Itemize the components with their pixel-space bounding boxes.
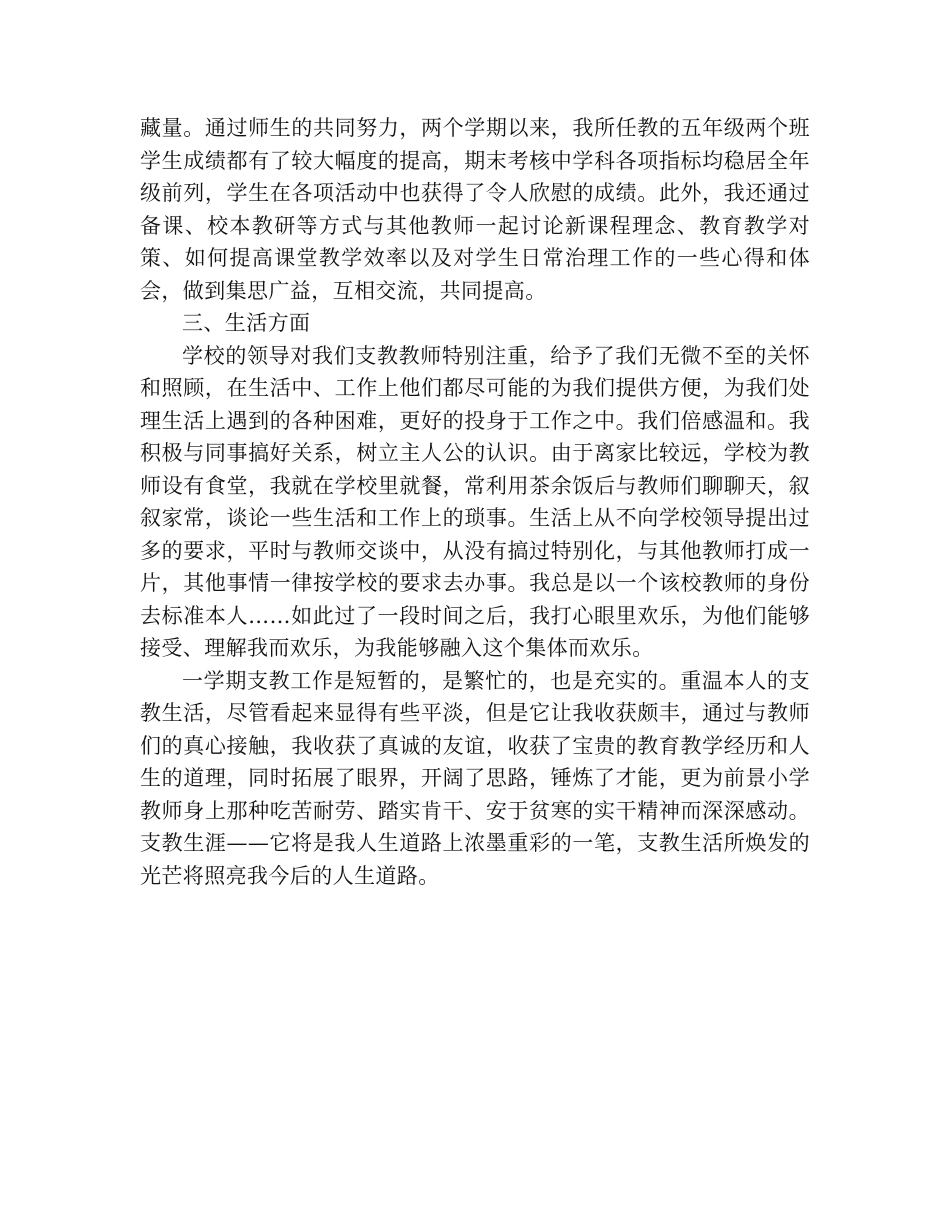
section-heading-life: 三、生活方面 [182, 311, 311, 335]
document-body [140, 112, 810, 892]
paragraph-continuation: 藏量。通过师生的共同努力，两个学期以来，我所任教的五年级两个班学生成绩都有了较大幅度的提高，期末考核中学科各项指标均稳居全年级前列，学生在各项活动中也获得了令人欣慰的成绩。此外，我还通过备课、校本教研等方式与其他教师一起讨论新课程理念、教育教学对策、如何提高课堂教学效率以及对学生日常治理工作的一些心得和体会，做到集思广益，互相交流，共同提高。 [140, 116, 810, 303]
paragraph-conclusion: 一学期支教工作是短暂的，是繁忙的，也是充实的。重温本人的支教生活，尽管看起来显得有些平淡，但是它让我收获颇丰，通过与教师们的真心接触，我收获了真诚的友谊，收获了宝贵的教育教学经历和人生的道理，同时拓展了眼界，开阔了思路，锤炼了才能，更为前景小学教师身上那种吃苦耐劳、踏实肯干、安于贫寒的实干精神而深深感动。支教生涯——它将是我人生道路上浓墨重彩的一笔，支教生活所焕发的光芒将照亮我今后的人生道路。 [140, 668, 810, 888]
paragraph-life: 学校的领导对我们支教教师特别注重，给予了我们无微不至的关怀和照顾，在生活中、工作上他们都尽可能的为我们提供方便，为我们处理生活上遇到的各种困难，更好的投身于工作之中。我们倍感温和。我积极与同事搞好关系，树立主人公的认识。由于离家比较远，学校为教师设有食堂，我就在学校里就餐，常利用茶余饭后与教师们聊聊天，叙叙家常，谈论一些生活和工作上的琐事。生活上从不向学校领导提出过多的要求，平时与教师交谈中，从没有搞过特别化，与其他教师打成一片，其他事情一律按学校的要求去办事。我总是以一个该校教师的身份去标准本人……如此过了一段时间之后，我打心眼里欢乐，为他们能够接受、理解我而欢乐，为我能够融入这个集体而欢乐。 [140, 343, 810, 660]
